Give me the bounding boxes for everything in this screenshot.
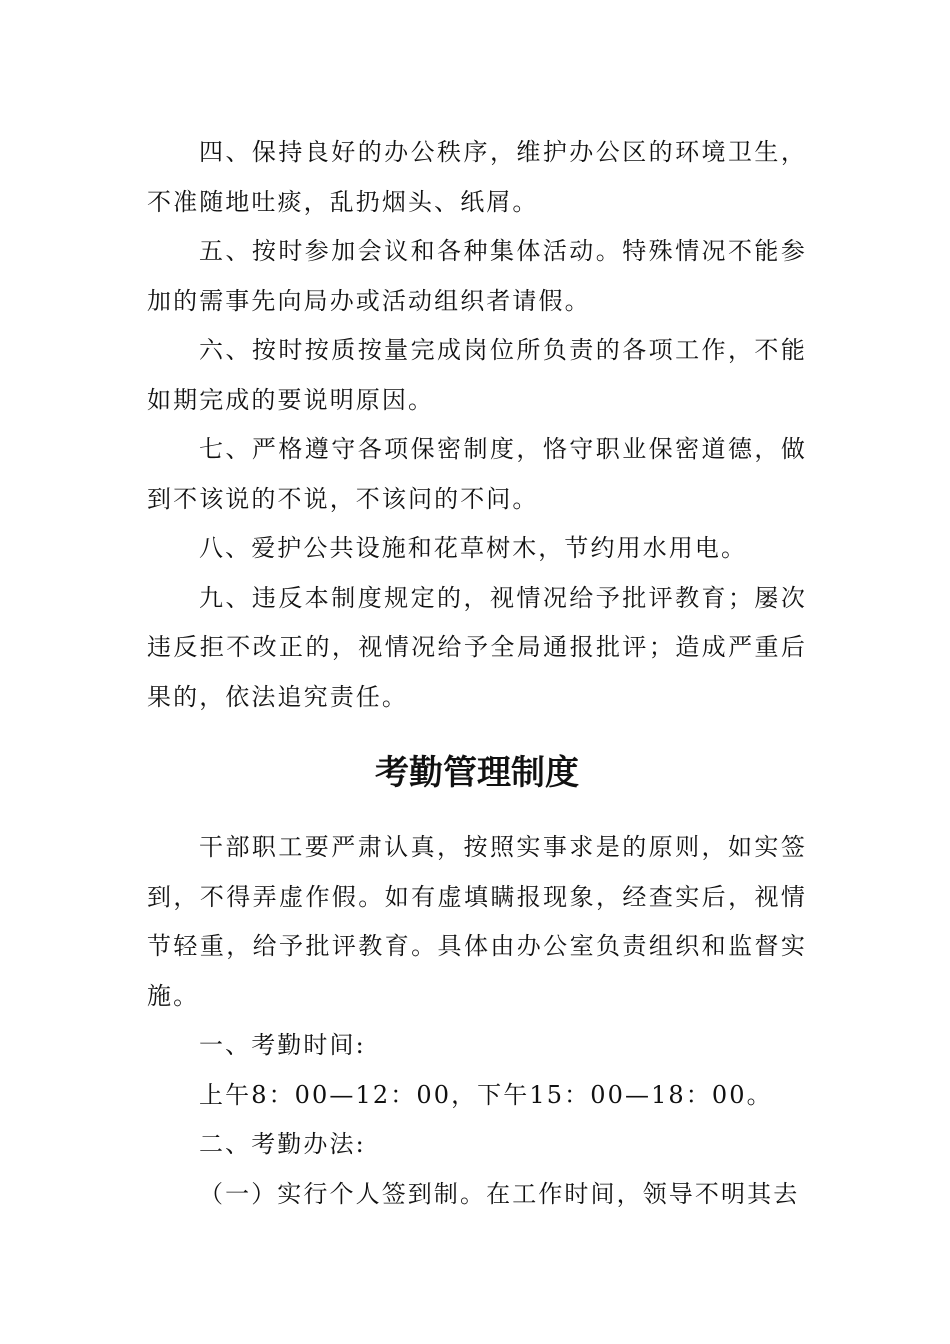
attendance-time-heading: 一、考勤时间:: [199, 1031, 366, 1059]
rule-item-4: 四、保持良好的办公秩序，维护办公区的环境卫生，不准随地吐痰，乱扔烟头、纸屑。: [147, 138, 807, 216]
rule-item-6: 六、按时按质按量完成岗位所负责的各项工作，不能如期完成的要说明原因。: [147, 336, 807, 414]
attendance-time-value: 上午8：00—12：00，下午15：00—18：00。: [199, 1080, 773, 1109]
attendance-intro: 干部职工要严肃认真，按照实事求是的原则，如实签到，不得弄虚作假。如有虚填瞒报现象，经查实后，视情节轻重，给予批评教育。具体由办公室负责组织和监督实施。: [147, 833, 807, 1010]
rule-item-9: 九、违反本制度规定的，视情况给予批评教育；屡次违反拒不改正的，视情况给予全局通报批评；造成严重后果的，依法追究责任。: [147, 583, 807, 711]
section-title: 考勤管理制度: [375, 753, 579, 793]
document-body: [147, 128, 807, 1219]
rule-item-5: 五、按时参加会议和各种集体活动。特殊情况不能参加的需事先向局办或活动组织者请假。: [147, 237, 807, 315]
attendance-method-heading: 二、考勤办法:: [199, 1130, 366, 1158]
rule-item-8: 八、爱护公共设施和花草树木，节约用水用电。: [199, 534, 748, 562]
attendance-method-item-1: （一）实行个人签到制。在工作时间，领导不明其去: [199, 1179, 800, 1208]
rule-item-7: 七、严格遵守各项保密制度，恪守职业保密道德，做到不该说的不说，不该问的不问。: [147, 435, 807, 513]
